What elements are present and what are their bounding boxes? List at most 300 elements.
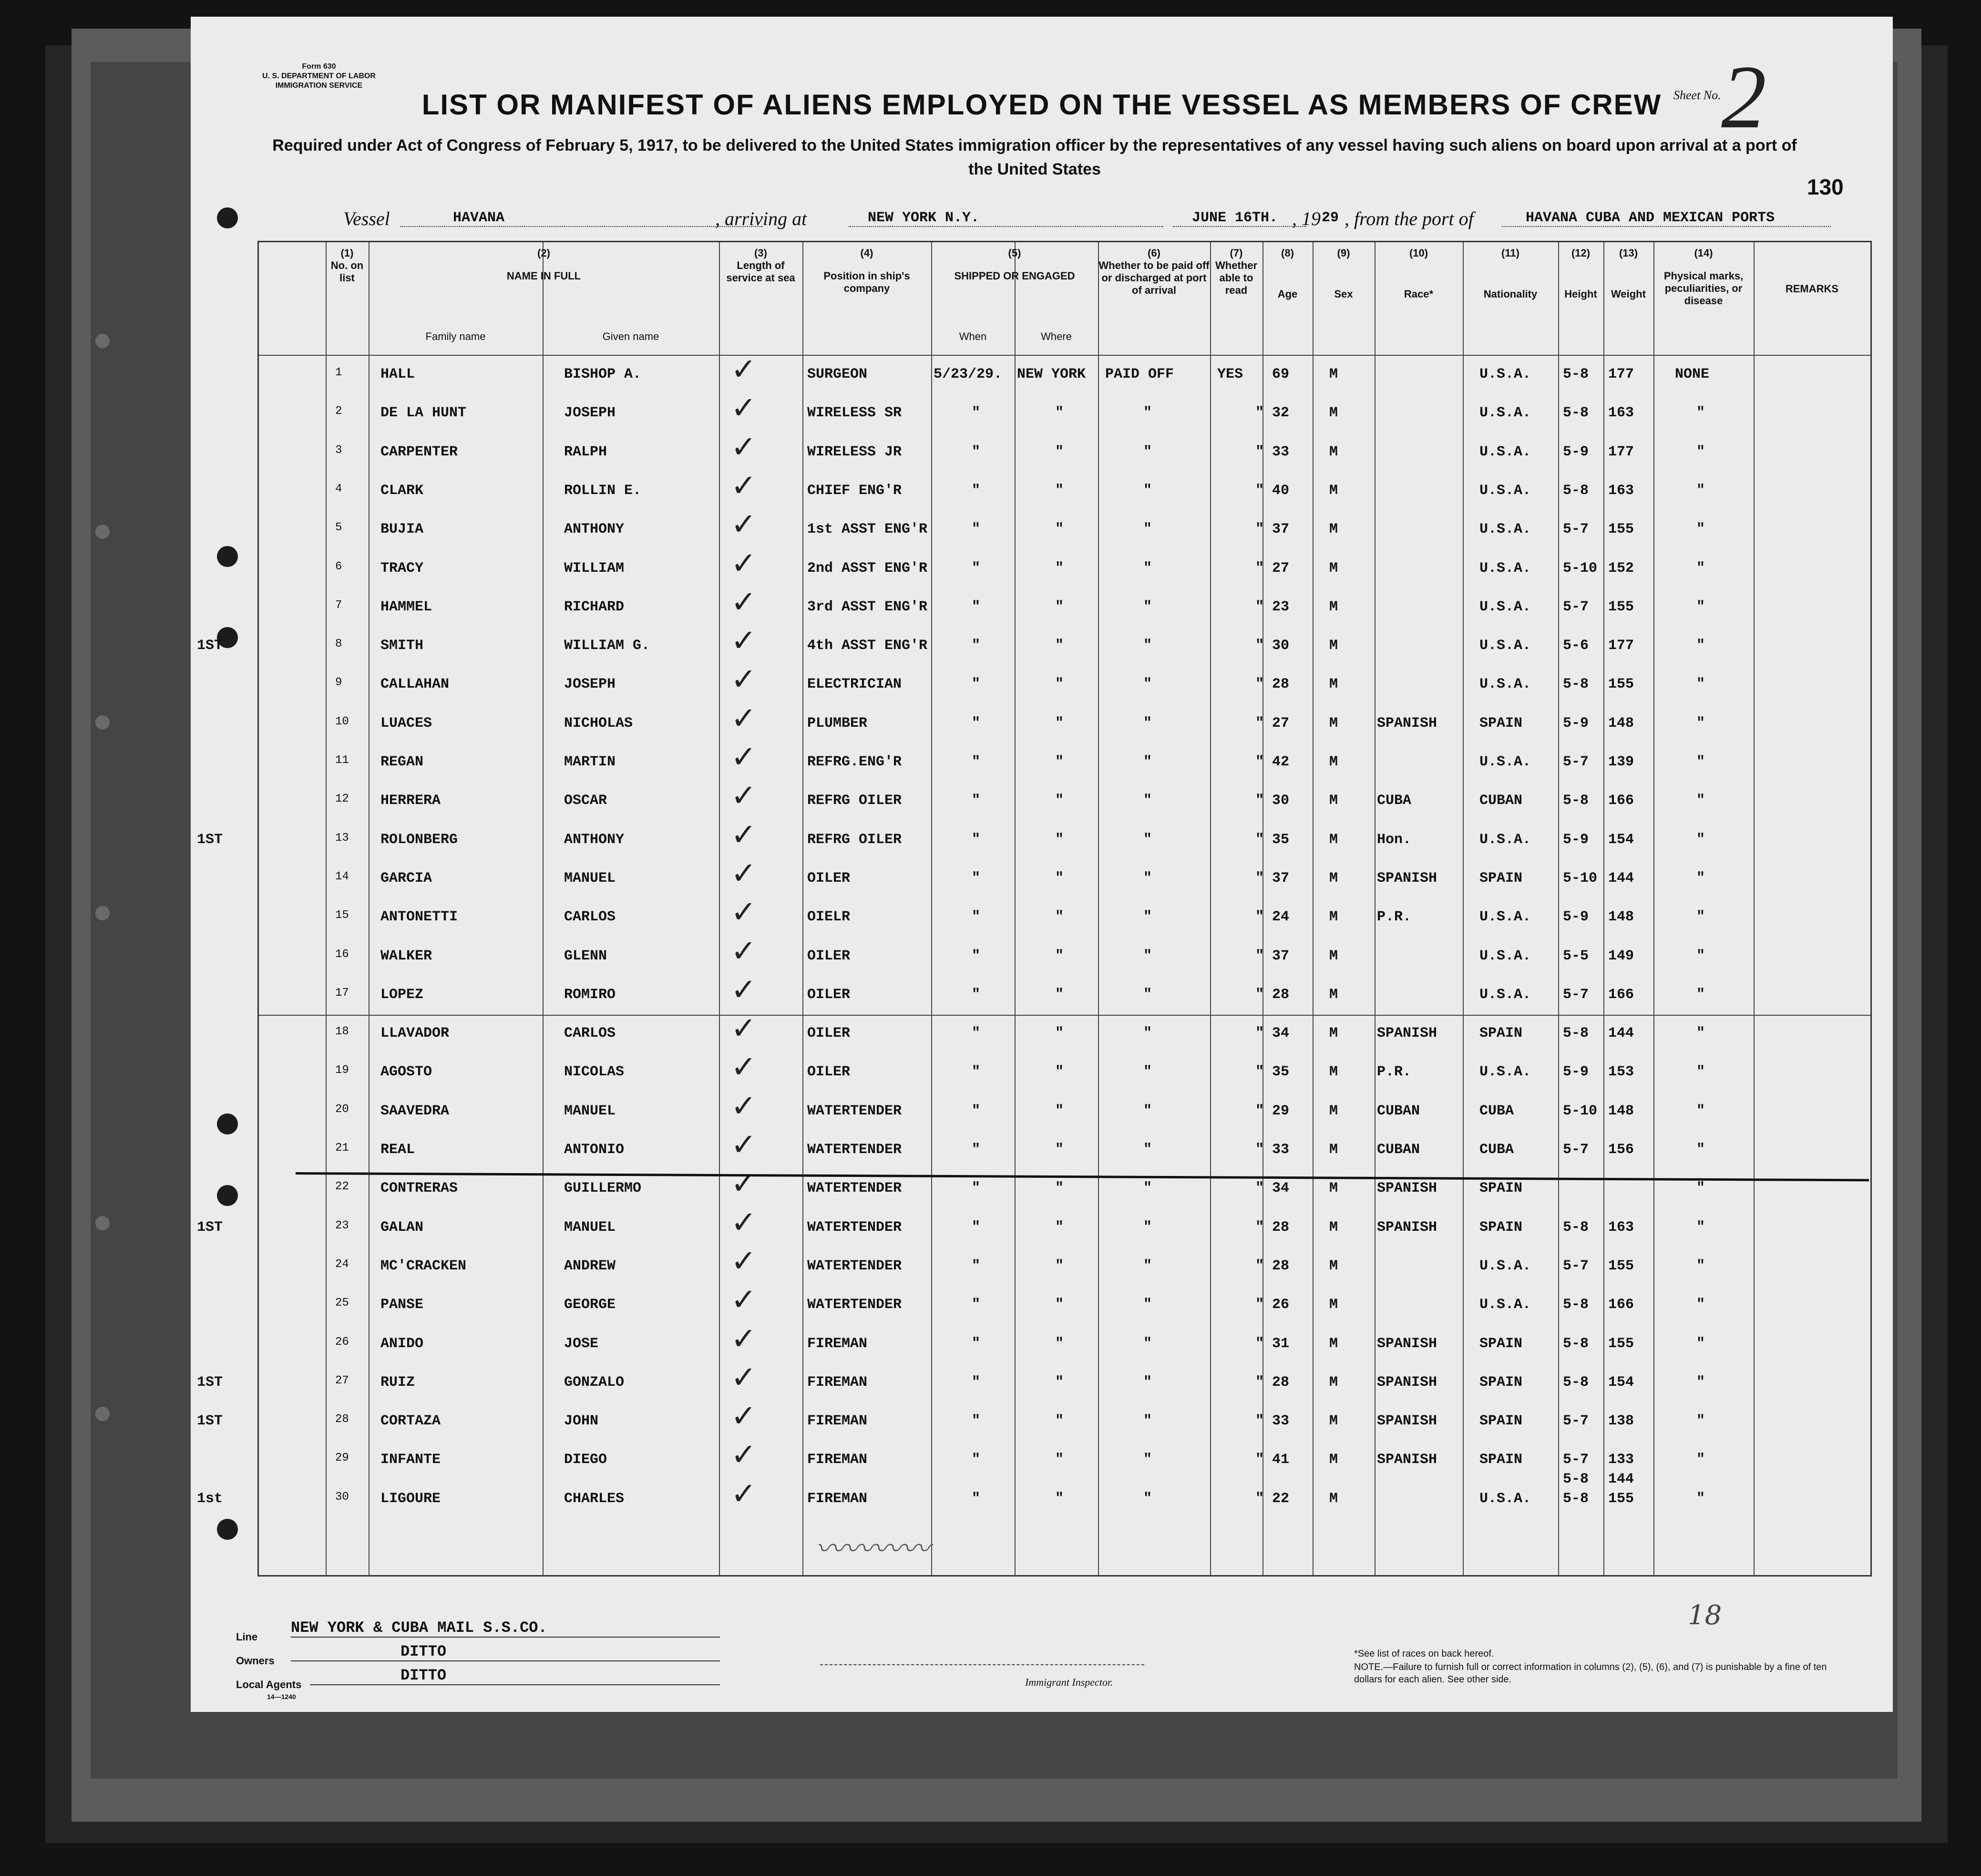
nationality: SPAIN (1479, 870, 1523, 886)
inspector-signature-line (820, 1664, 1144, 1665)
sex: M (1329, 366, 1338, 382)
family-name: PANSE (380, 1297, 424, 1313)
shipped-where: " (1055, 986, 1064, 1003)
paid-off: " (1143, 482, 1152, 499)
race: SPANISH (1377, 1180, 1437, 1197)
paid-off: " (1143, 870, 1152, 886)
sex: M (1329, 1413, 1338, 1430)
weight: 155 (1608, 598, 1634, 615)
sex: M (1329, 638, 1338, 654)
sex: M (1329, 598, 1338, 615)
col-age-header: (8) Age (1277, 247, 1298, 300)
given-name: OSCAR (564, 793, 607, 809)
weight: 155 (1608, 676, 1634, 693)
paid-off: " (1143, 1490, 1152, 1507)
nationality: U.S.A. (1479, 638, 1531, 654)
height: 5-7 (1563, 1142, 1589, 1158)
row-number: 4 (335, 482, 342, 495)
shipped-when: " (972, 1142, 981, 1158)
family-name: SMITH (380, 638, 424, 654)
position: WATERTENDER (807, 1258, 902, 1274)
family-name: ANIDO (380, 1335, 424, 1352)
shipped-when: " (972, 598, 981, 615)
col-marks-header: (14) Physical marks, peculiarities, or disease (1663, 247, 1744, 307)
age: 28 (1272, 1258, 1290, 1274)
weight: 156 (1608, 1142, 1634, 1158)
shipped-where: " (1055, 1142, 1064, 1158)
col-paid-header: (6) Whether to be paid off or discharged at port of arrival (1098, 247, 1210, 296)
age: 33 (1272, 443, 1290, 460)
position: WIRELESS SR (807, 405, 902, 422)
age: 27 (1272, 715, 1290, 732)
family-name: REGAN (380, 754, 424, 770)
paid-off: " (1143, 1258, 1152, 1274)
binder-eyelet (95, 1216, 110, 1230)
row-number: 26 (335, 1335, 349, 1349)
family-name: REAL (380, 1142, 415, 1158)
handwritten-count: 18 (1688, 1600, 1722, 1631)
family-name: HERRERA (380, 793, 441, 809)
weight: 144 (1608, 870, 1634, 886)
handwritten-inspector-mark: 〰〰〰〰 (815, 1532, 930, 1566)
col-read-header: (7) Whether able to read (1215, 247, 1257, 296)
col-weight-header: (13) Weight (1611, 247, 1646, 300)
sex: M (1329, 831, 1338, 848)
family-name: LIGOURE (380, 1490, 441, 1507)
shipped-when: " (972, 754, 981, 770)
sex: M (1329, 1025, 1338, 1042)
race: CUBA (1377, 793, 1412, 809)
extra-weight: 144 (1608, 1471, 1634, 1488)
paid-off: " (1143, 560, 1152, 577)
checkmark-icon: ✓ (731, 895, 757, 930)
nationality: CUBA (1479, 1142, 1514, 1158)
checkmark-icon: ✓ (731, 817, 757, 853)
height: 5-8 (1563, 793, 1589, 809)
shipped-where: " (1055, 1374, 1064, 1391)
shipped-where: " (1055, 754, 1064, 770)
paid-off: " (1143, 1180, 1152, 1197)
row-number: 10 (335, 715, 349, 728)
nationality: U.S.A. (1479, 909, 1531, 926)
weight: 144 (1608, 1025, 1634, 1042)
row-number: 19 (335, 1064, 349, 1077)
col-race-header: (10) Race* (1404, 247, 1434, 300)
given-name: JOSEPH (564, 676, 616, 693)
able-to-read: " (1255, 715, 1264, 732)
age: 24 (1272, 909, 1290, 926)
sex: M (1329, 1064, 1338, 1081)
height: 5-7 (1563, 1452, 1589, 1468)
given-name: ANTONIO (564, 1142, 625, 1158)
age: 23 (1272, 598, 1290, 615)
binder-eyelet (95, 525, 110, 539)
shipped-when: " (972, 1064, 981, 1081)
shipped-when: " (972, 560, 981, 577)
sex: M (1329, 948, 1338, 964)
given-name: GLENN (564, 948, 607, 964)
family-name: LLAVADOR (380, 1025, 450, 1042)
shipped-when: " (972, 793, 981, 809)
binder-eyelet (95, 906, 110, 920)
height: 5-8 (1563, 1335, 1589, 1352)
binder-eyelet (95, 1407, 110, 1421)
checkmark-icon: ✓ (731, 546, 757, 581)
checkmark-icon: ✓ (731, 856, 757, 891)
able-to-read: " (1255, 754, 1264, 770)
weight: 153 (1608, 1064, 1634, 1081)
able-to-read: " (1255, 909, 1264, 926)
position: SURGEON (807, 366, 868, 382)
col-family-header: Family name (425, 330, 486, 342)
agents-label: Local Agents (236, 1679, 302, 1690)
shipped-when: " (972, 715, 981, 732)
able-to-read: " (1255, 1335, 1264, 1352)
family-name: GARCIA (380, 870, 432, 886)
weight: 148 (1608, 715, 1634, 732)
shipped-where: " (1055, 443, 1064, 460)
stamp-number: 130 (1807, 175, 1844, 199)
height: 5-8 (1563, 1219, 1589, 1236)
row-number: 29 (335, 1452, 349, 1465)
physical-marks: NONE (1675, 366, 1710, 382)
given-name: ROMIRO (564, 986, 616, 1003)
family-name: CONTRERAS (380, 1180, 458, 1197)
shipped-where: " (1055, 1452, 1064, 1468)
races-note: *See list of races on back hereof. (1354, 1649, 1494, 1659)
paid-off: " (1143, 831, 1152, 848)
height: 5-10 (1563, 870, 1598, 886)
col-given-header: Given name (602, 330, 659, 342)
family-name: SAAVEDRA (380, 1103, 450, 1119)
weight: 133 (1608, 1452, 1634, 1468)
col-nationality-header: (11) Nationality (1483, 247, 1538, 300)
family-name: DE LA HUNT (380, 405, 467, 422)
able-to-read: " (1255, 676, 1264, 693)
able-to-read: YES (1217, 366, 1243, 382)
row-number: 18 (335, 1025, 349, 1039)
sex: M (1329, 482, 1338, 499)
shipped-where: " (1055, 909, 1064, 926)
shipped-where: " (1055, 676, 1064, 693)
family-name: RUIZ (380, 1374, 415, 1391)
able-to-read: " (1255, 1490, 1264, 1507)
checkmark-icon: ✓ (731, 1088, 757, 1124)
height: 5-8 (1563, 676, 1589, 693)
race: SPANISH (1377, 1025, 1437, 1042)
row-number: 25 (335, 1297, 349, 1310)
nationality: SPAIN (1479, 1452, 1523, 1468)
row-number: 5 (335, 521, 342, 535)
race: CUBAN (1377, 1103, 1420, 1119)
sex: M (1329, 443, 1338, 460)
height: 5-7 (1563, 1413, 1589, 1430)
shipped-when: " (972, 1490, 981, 1507)
nationality: SPAIN (1479, 715, 1523, 732)
nationality: U.S.A. (1479, 366, 1531, 382)
agents-value: DITTO (310, 1667, 720, 1685)
shipped-where: " (1055, 870, 1064, 886)
given-name: GONZALO (564, 1374, 625, 1391)
physical-marks: " (1696, 676, 1705, 693)
able-to-read: " (1255, 1258, 1264, 1274)
weight: 139 (1608, 754, 1634, 770)
position: OILER (807, 986, 851, 1003)
family-name: AGOSTO (380, 1064, 432, 1081)
able-to-read: " (1255, 948, 1264, 964)
row-number: 8 (335, 638, 342, 651)
checkmark-icon: ✓ (731, 352, 757, 387)
able-to-read: " (1255, 1180, 1264, 1197)
height: 5-7 (1563, 986, 1589, 1003)
line-label: Line (236, 1631, 258, 1643)
row-number: 28 (335, 1413, 349, 1426)
inspector-label: Immigrant Inspector. (1025, 1676, 1113, 1688)
physical-marks: " (1696, 1180, 1705, 1197)
nationality: U.S.A. (1479, 443, 1531, 460)
age: 41 (1272, 1452, 1290, 1468)
checkmark-icon: ✓ (731, 662, 757, 698)
nationality: SPAIN (1479, 1374, 1523, 1391)
penalty-note: NOTE.—Failure to furnish full or correct information in columns (2), (5), (6), and (7) is punishable by a fine of ten dollars for each alien. See other side. (1354, 1662, 1827, 1685)
checkmark-icon: ✓ (731, 1011, 757, 1047)
row-number: 9 (335, 676, 342, 690)
weight: 152 (1608, 560, 1634, 577)
race: SPANISH (1377, 1219, 1437, 1236)
family-name: CLARK (380, 482, 424, 499)
shipped-when: " (972, 1258, 981, 1274)
from-port: HAVANA CUBA AND MEXICAN PORTS (1502, 210, 1831, 227)
given-name: ANTHONY (564, 831, 625, 848)
given-name: RALPH (564, 443, 607, 460)
sex: M (1329, 1452, 1338, 1468)
col-position-header: (4) Position in ship's company (823, 247, 910, 294)
checkmark-icon: ✓ (731, 1205, 757, 1240)
vessel-label: Vessel (343, 208, 390, 229)
age: 28 (1272, 676, 1290, 693)
able-to-read: " (1255, 1452, 1264, 1468)
weight: 138 (1608, 1413, 1634, 1430)
height: 5-9 (1563, 909, 1589, 926)
given-name: ROLLIN E. (564, 482, 642, 499)
age: 42 (1272, 754, 1290, 770)
height: 5-9 (1563, 831, 1589, 848)
paid-off: " (1143, 1103, 1152, 1119)
shipped-when: " (972, 831, 981, 848)
row-number: 21 (335, 1142, 349, 1154)
shipped-when: " (972, 1103, 981, 1119)
col-where-header: Where (1041, 330, 1072, 342)
nationality: U.S.A. (1479, 1064, 1531, 1081)
nationality: U.S.A. (1479, 560, 1531, 577)
line-value: NEW YORK & CUBA MAIL S.S.CO. (291, 1619, 720, 1638)
physical-marks: " (1696, 1064, 1705, 1081)
manifest-page (191, 17, 1893, 1712)
able-to-read: " (1255, 405, 1264, 422)
sex: M (1329, 1490, 1338, 1507)
paid-off: " (1143, 715, 1152, 732)
checkmark-icon: ✓ (731, 933, 757, 969)
checkmark-icon: ✓ (731, 391, 757, 426)
family-name: LOPEZ (380, 986, 424, 1003)
shipped-where: " (1055, 715, 1064, 732)
age: 35 (1272, 1064, 1290, 1081)
age: 69 (1272, 366, 1290, 382)
extra-height: 5-8 (1563, 1471, 1589, 1488)
shipped-when: " (972, 986, 981, 1003)
shipped-when: " (972, 1413, 981, 1430)
nationality: SPAIN (1479, 1335, 1523, 1352)
able-to-read: " (1255, 1413, 1264, 1430)
row-number: 11 (335, 754, 349, 767)
page-subtitle: Required under Act of Congress of February 5, 1917, to be delivered to the United States immigration officer by the representatives of any vessel having such aliens on board upon arrival at a port of the United States (272, 136, 1797, 178)
weight: 155 (1608, 1335, 1634, 1352)
family-name: ANTONETTI (380, 909, 458, 926)
position: WIRELESS JR (807, 443, 902, 460)
row-number: 23 (335, 1219, 349, 1232)
nationality: U.S.A. (1479, 521, 1531, 538)
physical-marks: " (1696, 986, 1705, 1003)
nationality: U.S.A. (1479, 405, 1531, 422)
paid-off: " (1143, 1452, 1152, 1468)
paid-off: " (1143, 986, 1152, 1003)
position: 3rd ASST ENG'R (807, 598, 928, 615)
given-name: NICOLAS (564, 1064, 625, 1081)
given-name: RICHARD (564, 598, 625, 615)
given-name: CARLOS (564, 1025, 616, 1042)
physical-marks: " (1696, 443, 1705, 460)
service-name: IMMIGRATION SERVICE (275, 82, 363, 90)
shipped-when: " (972, 1335, 981, 1352)
age: 31 (1272, 1335, 1290, 1352)
row-margin-note: 1ST (197, 1374, 223, 1391)
able-to-read: " (1255, 793, 1264, 809)
sex: M (1329, 754, 1338, 770)
row-margin-note: 1ST (197, 638, 223, 654)
age: 27 (1272, 560, 1290, 577)
paid-off: " (1143, 909, 1152, 926)
given-name: JOSEPH (564, 405, 616, 422)
nationality: U.S.A. (1479, 754, 1531, 770)
col-when-header: When (959, 330, 987, 342)
family-name: LUACES (380, 715, 432, 732)
position: FIREMAN (807, 1452, 868, 1468)
given-name: CARLOS (564, 909, 616, 926)
shipped-when: " (972, 638, 981, 654)
shipped-when: 5/23/29. (934, 366, 1003, 382)
race: P.R. (1377, 909, 1412, 926)
position: ELECTRICIAN (807, 676, 902, 693)
col-name-header: (2) NAME IN FULL (506, 247, 581, 282)
row-number: 6 (335, 560, 342, 573)
paid-off: " (1143, 676, 1152, 693)
position: REFRG OILER (807, 793, 902, 809)
height: 5-8 (1563, 366, 1589, 382)
paid-off: " (1143, 1064, 1152, 1081)
height: 5-8 (1563, 405, 1589, 422)
sex: M (1329, 1180, 1338, 1197)
family-name: ROLONBERG (380, 831, 458, 848)
family-name: HAMMEL (380, 598, 432, 615)
given-name: WILLIAM G. (564, 638, 650, 654)
sex: M (1329, 1103, 1338, 1119)
able-to-read: " (1255, 831, 1264, 848)
able-to-read: " (1255, 870, 1264, 886)
physical-marks: " (1696, 1374, 1705, 1391)
age: 28 (1272, 1219, 1290, 1236)
row-margin-note: 1ST (197, 831, 223, 848)
paid-off: " (1143, 443, 1152, 460)
nationality: CUBAN (1479, 793, 1523, 809)
physical-marks: " (1696, 948, 1705, 964)
position: OILER (807, 870, 851, 886)
race: SPANISH (1377, 1413, 1437, 1430)
able-to-read: " (1255, 1142, 1264, 1158)
age: 37 (1272, 948, 1290, 964)
race: P.R. (1377, 1064, 1412, 1081)
height: 5-7 (1563, 598, 1589, 615)
sheet-number: 2 (1721, 47, 1766, 147)
paid-off: " (1143, 793, 1152, 809)
weight: 166 (1608, 793, 1634, 809)
height: 5-8 (1563, 482, 1589, 499)
owners-value: DITTO (291, 1643, 720, 1661)
position: FIREMAN (807, 1490, 868, 1507)
given-name: GEORGE (564, 1297, 616, 1313)
nationality: U.S.A. (1479, 831, 1531, 848)
row-margin-note: 1ST (197, 1413, 223, 1430)
age: 33 (1272, 1413, 1290, 1430)
shipped-when: " (972, 405, 981, 422)
position: WATERTENDER (807, 1219, 902, 1236)
weight: 163 (1608, 482, 1634, 499)
row-number: 7 (335, 598, 342, 612)
given-name: CHARLES (564, 1490, 625, 1507)
physical-marks: " (1696, 1413, 1705, 1430)
height: 5-8 (1563, 1297, 1589, 1313)
paid-off: " (1143, 638, 1152, 654)
paid-off: " (1143, 1142, 1152, 1158)
able-to-read: " (1255, 560, 1264, 577)
weight: 163 (1608, 405, 1634, 422)
shipped-when: " (972, 1180, 981, 1197)
given-name: MANUEL (564, 1103, 616, 1119)
sheet-label: Sheet No. (1673, 88, 1721, 102)
family-name: GALAN (380, 1219, 424, 1236)
position: OIELR (807, 909, 851, 926)
physical-marks: " (1696, 1258, 1705, 1274)
position: 4th ASST ENG'R (807, 638, 928, 654)
height: 5-7 (1563, 521, 1589, 538)
shipped-when: " (972, 909, 981, 926)
paid-off: " (1143, 1374, 1152, 1391)
row-number: 22 (335, 1180, 349, 1194)
shipped-where: " (1055, 948, 1064, 964)
checkmark-icon: ✓ (731, 1127, 757, 1163)
nationality: SPAIN (1479, 1180, 1523, 1197)
arrival-port: NEW YORK N.Y. (849, 210, 1163, 227)
able-to-read: " (1255, 1025, 1264, 1042)
height: 5-8 (1563, 1490, 1589, 1507)
shipped-where: " (1055, 1103, 1064, 1119)
shipped-where: " (1055, 598, 1064, 615)
able-to-read: " (1255, 482, 1264, 499)
row-number: 20 (335, 1103, 349, 1116)
height: 5-9 (1563, 715, 1589, 732)
sex: M (1329, 909, 1338, 926)
able-to-read: " (1255, 1297, 1264, 1313)
height: 5-5 (1563, 948, 1589, 964)
